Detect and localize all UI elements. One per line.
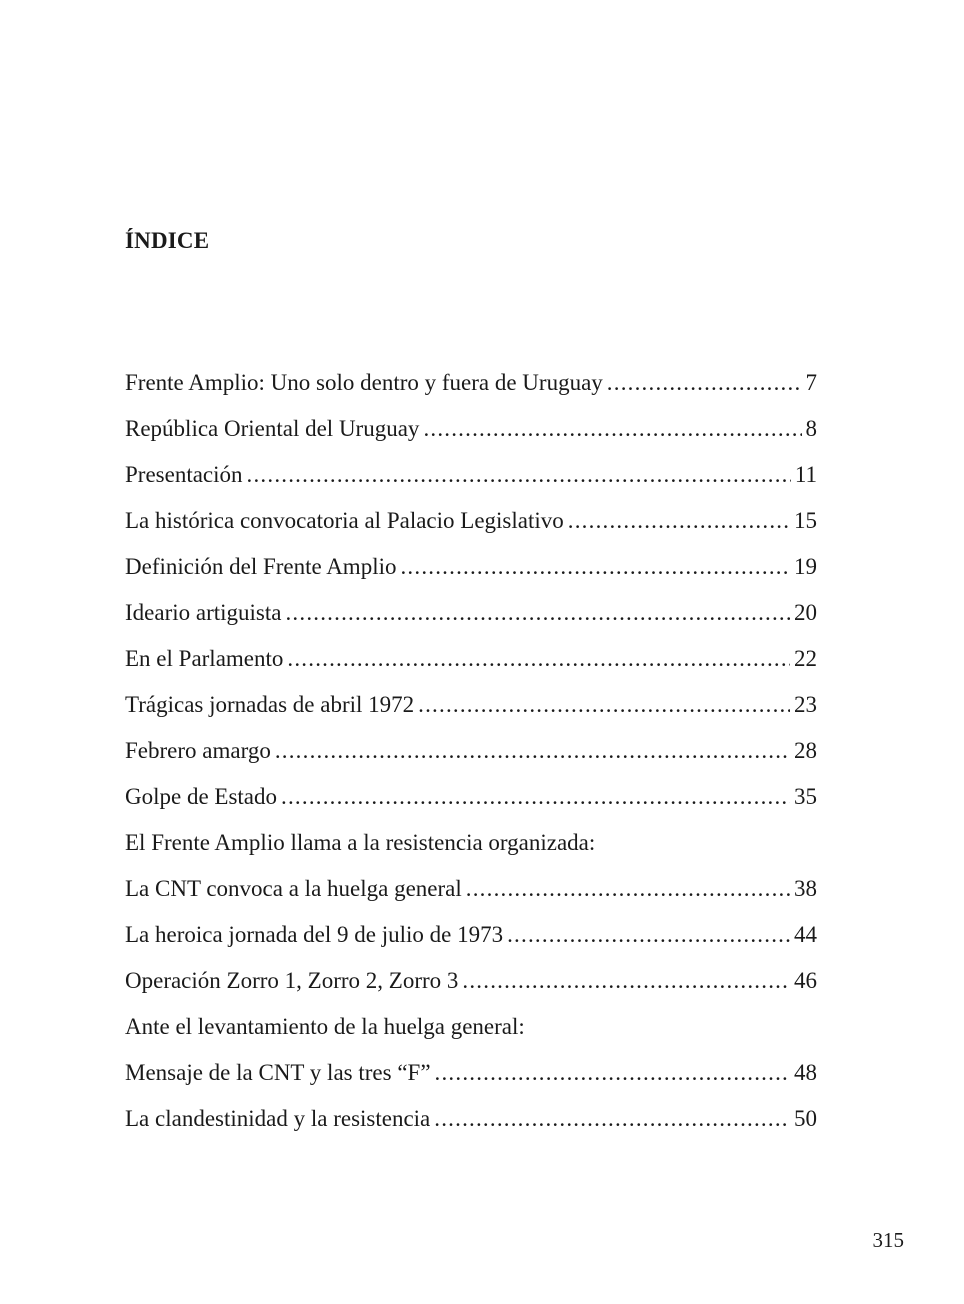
- dot-leader: [418, 685, 790, 725]
- toc-entry: [125, 639, 817, 685]
- toc-entry-page: 22: [794, 646, 817, 671]
- toc-entry-page: 7: [805, 370, 817, 395]
- toc-entry-title: En el Parlamento: [125, 646, 284, 671]
- toc-entry: [125, 363, 817, 409]
- table-of-contents: [125, 363, 817, 1145]
- toc-entry-page: 44: [794, 922, 817, 947]
- dot-leader: [462, 961, 790, 1001]
- dot-leader: [423, 409, 801, 449]
- toc-entry-page: 20: [794, 600, 817, 625]
- toc-entry-title: El Frente Amplio llama a la resistencia organizada:: [125, 830, 596, 855]
- toc-entry-title: Frente Amplio: Uno solo dentro y fuera de Uruguay: [125, 370, 603, 395]
- toc-entry-page: 48: [794, 1060, 817, 1085]
- toc-entry: [125, 1099, 817, 1145]
- toc-entry: [125, 961, 817, 1007]
- dot-leader: [507, 915, 790, 955]
- toc-entry-page: 35: [794, 784, 817, 809]
- dot-leader: [247, 455, 791, 495]
- dot-leader: [466, 869, 790, 909]
- dot-leader: [287, 639, 790, 679]
- toc-entry-title: La histórica convocatoria al Palacio Legislativo: [125, 508, 564, 533]
- toc-entry-title: Definición del Frente Amplio: [125, 554, 397, 579]
- toc-entry-title: La CNT convoca a la huelga general: [125, 876, 462, 901]
- toc-entry-page: 19: [794, 554, 817, 579]
- toc-entry-page: 46: [794, 968, 817, 993]
- dot-leader: [400, 547, 790, 587]
- dot-leader: [434, 1099, 790, 1139]
- toc-entry-page: 28: [794, 738, 817, 763]
- toc-entry: [125, 869, 817, 915]
- toc-entry-title: Operación Zorro 1, Zorro 2, Zorro 3: [125, 968, 459, 993]
- toc-entry: [125, 731, 817, 777]
- toc-entry: [125, 685, 817, 731]
- toc-section-heading: [125, 1007, 817, 1053]
- toc-entry-page: 11: [794, 462, 817, 487]
- toc-entry-title: Golpe de Estado: [125, 784, 278, 809]
- toc-entry-page: 23: [794, 692, 817, 717]
- dot-leader: [435, 1053, 790, 1093]
- dot-leader: [568, 501, 790, 541]
- toc-entry-page: 15: [794, 508, 817, 533]
- toc-entry: [125, 547, 817, 593]
- dot-leader: [607, 363, 802, 403]
- page-title: ÍNDICE: [125, 228, 210, 253]
- page-number: 315: [872, 1228, 904, 1252]
- toc-entry: [125, 593, 817, 639]
- toc-entry: [125, 1053, 817, 1099]
- toc-entry: [125, 455, 817, 501]
- toc-entry: [125, 915, 817, 961]
- toc-entry-title: Febrero amargo: [125, 738, 271, 763]
- toc-entry: [125, 501, 817, 547]
- toc-entry: [125, 777, 817, 823]
- toc-section-heading: [125, 823, 817, 869]
- toc-entry-page: 8: [805, 416, 817, 441]
- toc-entry-page: 38: [794, 876, 817, 901]
- dot-leader: [281, 777, 790, 817]
- toc-entry-title: República Oriental del Uruguay: [125, 416, 420, 441]
- toc-entry-title: Mensaje de la CNT y las tres “F”: [125, 1060, 431, 1085]
- toc-entry-page: 50: [794, 1106, 817, 1131]
- toc-entry-title: La clandestinidad y la resistencia: [125, 1106, 431, 1131]
- dot-leader: [285, 593, 790, 633]
- toc-entry-title: La heroica jornada del 9 de julio de 1973: [125, 922, 504, 947]
- toc-entry-title: Trágicas jornadas de abril 1972: [125, 692, 415, 717]
- dot-leader: [275, 731, 790, 771]
- toc-entry-title: Presentación: [125, 462, 243, 487]
- toc-entry: [125, 409, 817, 455]
- toc-entry-title: Ante el levantamiento de la huelga general:: [125, 1014, 525, 1039]
- toc-entry-title: Ideario artiguista: [125, 600, 282, 625]
